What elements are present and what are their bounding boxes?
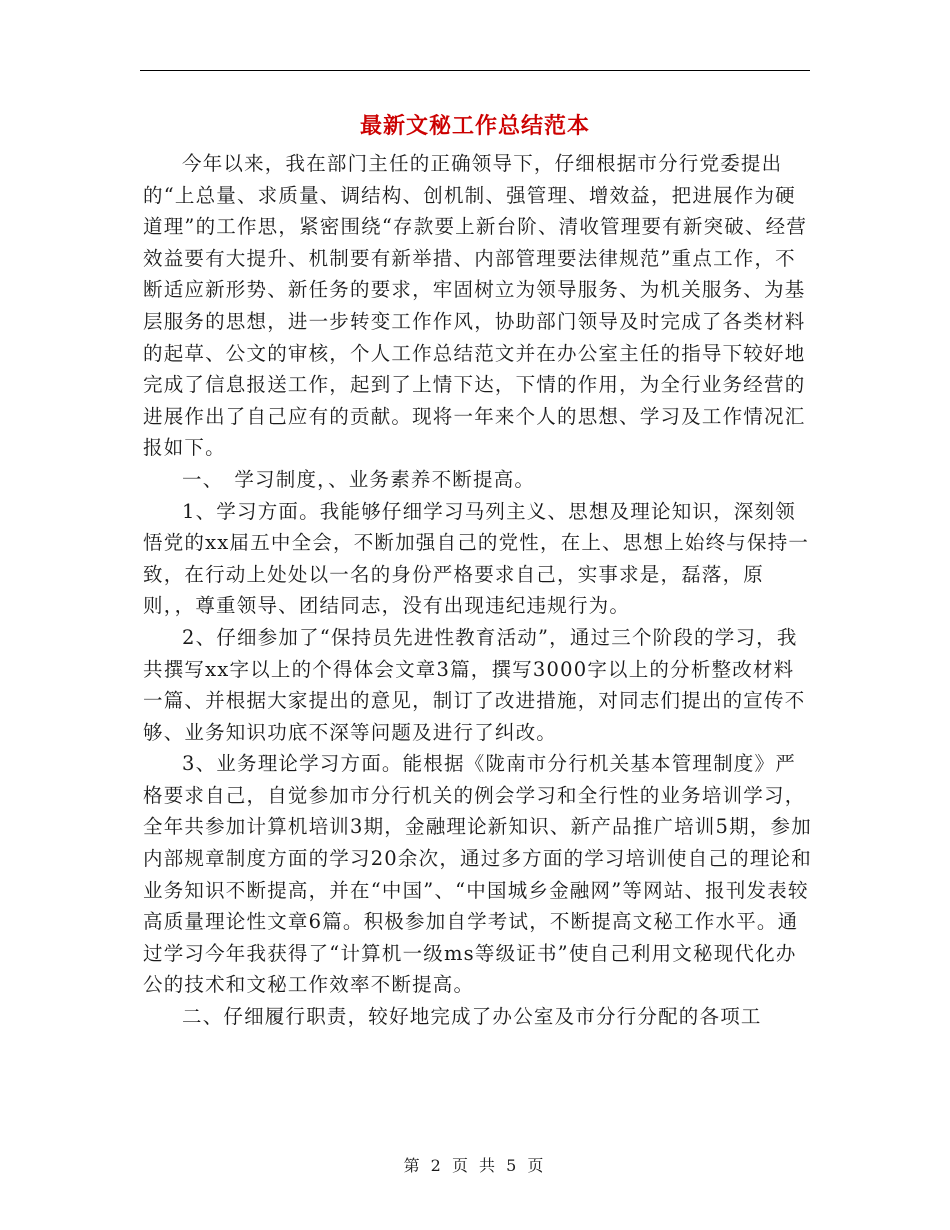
page-number: 第 2 页 共 5 页 xyxy=(403,1156,547,1175)
paragraph-intro: 今年以来，我在部门主任的正确领导下，仔细根据市分行党委提出的“上总量、求质量、调结构、创机制、强管理、增效益，把进展作为硬道理”的工作思，紧密围绕“存款要上新台阶、清收管理要有新突破、经营效益要有大提升、机制要有新举措、内部管理要法律规范”重点工作，不断适应新形势、新任务的要求，牢固树立为领导服务、为机关服务、为基层服务的思想，进一步转变工作作风，协助部门领导及时完成了各类材料的起草、公文的审核，个人工作总结范文并在办公室主任的指导下较好地完成了信息报送工作，起到了上情下达，下情的作用，为全行业务经营的进展作出了自己应有的贡献。现将一年来个人的思想、学习及工作情况汇报如下。 xyxy=(143,152,808,460)
document-body xyxy=(143,148,815,1033)
document-title: 最新文秘工作总结范本 xyxy=(359,113,590,139)
section-heading-2: 二、仔细履行职责，较好地完成了办公室及市分行分配的各项工 xyxy=(182,1005,762,1029)
paragraph-item-3: 3、业务理论学习方面。能根据《陇南市分行机关基本管理制度》严格要求自己，自觉参加市分行机关的例会学习和全行性的业务培训学习，全年共参加计算机培训3期，金融理论新知识、新产品推广培训5期，参加内部规章制度方面的学习20余次，通过多方面的学习培训使自己的理论和业务知识不断提高，并在“中国”、“中国城乡金融网”等网站、报刊发表较高质量理论性文章6篇。积极参加自学考试，不断提高文秘工作水平。通过学习今年我获得了“计算机一级ms等级证书”使自己利用文秘现代化办公的技术和文秘工作效率不断提高。 xyxy=(143,752,812,997)
paragraph-item-2: 2、仔细参加了“保持员先进性教育活动”，通过三个阶段的学习，我共撰写xx字以上的个得体会文章3篇，撰写3000字以上的分析整改材料一篇、并根据大家提出的意见，制订了改进措施，对同志们提出的宣传不够、业务知识功底不深等问题及进行了纠改。 xyxy=(143,625,806,744)
paragraph-item-1: 1、学习方面。我能够仔细学习马列主义、思想及理论知识，深刻领悟党的xx届五中全会，不断加强自己的党性，在上、思想上始终与保持一致，在行动上处处以一名的身份严格要求自己，实事求是，磊落，原则，，尊重领导、团结同志，没有出现违纪违规行为。 xyxy=(143,499,810,618)
section-heading-1: 一、 学习制度，、业务素养不断提高。 xyxy=(182,467,536,491)
header-rule xyxy=(140,70,810,71)
